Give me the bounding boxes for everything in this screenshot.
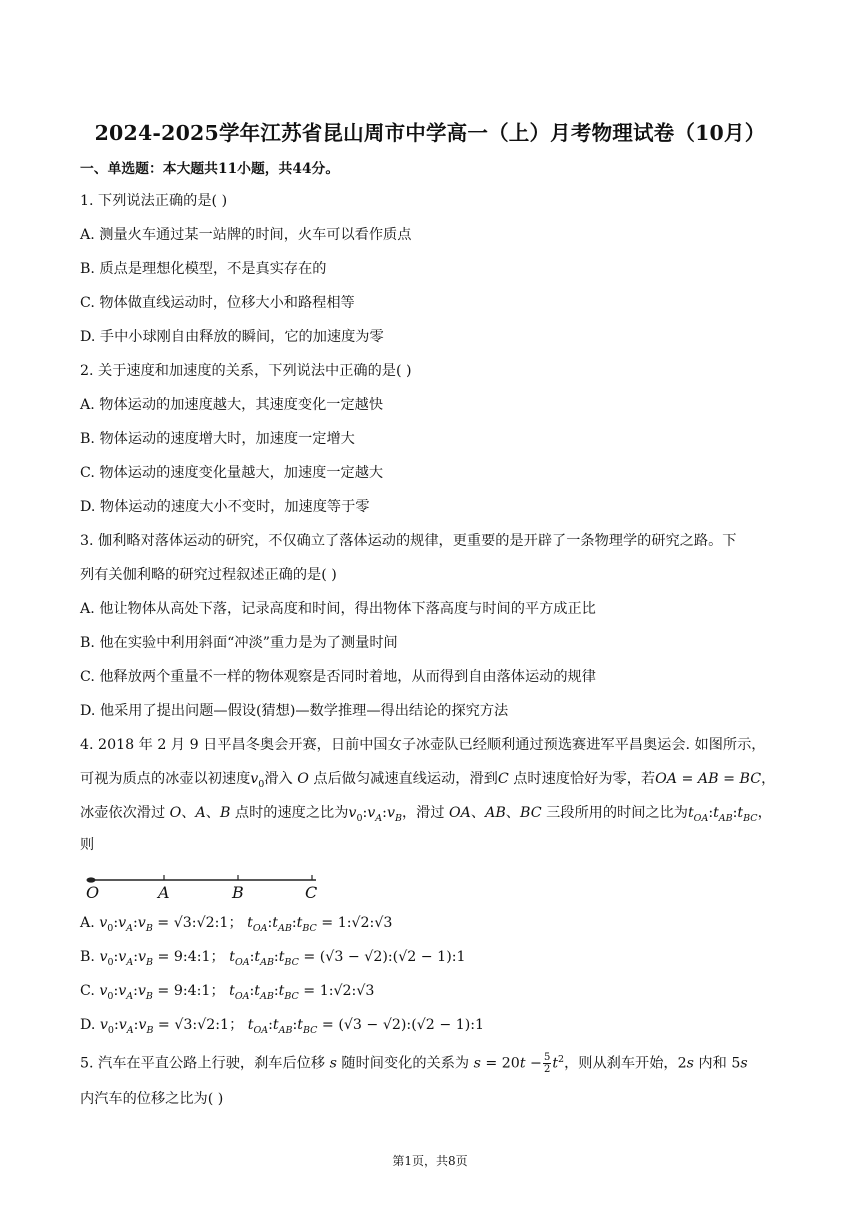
curling-stone-icon — [87, 877, 96, 882]
question-2-option-a: A. 物体运动的加速度越大，其速度变化一定越快 — [80, 397, 384, 413]
question-3-option-c: C. 他释放两个重量不一样的物体观察是否同时着地，从而得到自由落体运动的规律 — [80, 669, 596, 685]
track-diagram — [84, 870, 334, 904]
question-4-option-a: A. $v_0:v_A:v_B$ = √3:√2:1； $t_{OA}:t_{AB}:t_{BC}$ = 1:√2:√3 — [80, 915, 393, 934]
question-4-line-1: 4. 2018 年 2 月 9 日平昌冬奥会开赛，日前中国女子冰壶队已经顺利通过预选赛进军平昌奥运会. 如图所示， — [80, 737, 766, 753]
question-4-option-b: B. $v_0:v_A:v_B$ = 9:4:1； $t_{OA}:t_{AB}:t_{BC} = (√3$ − √2):(√2 − 1):1 — [80, 949, 466, 968]
question-4-line-3: 冰壶依次滑过 O、A、B 点时的速度之比为$v_0:v_A:v_B$，滑过 OA、AB、BC 三段所用的时间之比为$t_{OA}:t_{AB}:t_{BC}$， — [80, 805, 772, 824]
point-label-b: B — [232, 883, 244, 902]
question-1-stem: 1. 下列说法正确的是( ) — [80, 193, 228, 209]
question-3-option-b: B. 他在实验中利用斜面“冲淡”重力是为了测量时间 — [80, 635, 398, 651]
question-1-option-c: C. 物体做直线运动时，位移大小和路程相等 — [80, 295, 355, 311]
question-4-line-2: 可视为质点的冰壶以初速度$v_0$滑入 O 点后做匀减速直线运动，滑到C 点时速度恰好为零，若OA = AB = BC， — [80, 771, 776, 790]
page-title: 2024-2025学年江苏省昆山周市中学高一（上）月考物理试卷（10月） — [94, 121, 766, 145]
question-2-option-b: B. 物体运动的速度增大时，加速度一定增大 — [80, 431, 355, 447]
point-label-c: C — [305, 883, 318, 902]
question-1-option-a: A. 测量火车通过某一站牌的时间，火车可以看作质点 — [80, 227, 412, 243]
question-2-stem: 2. 关于速度和加速度的关系，下列说法中正确的是( ) — [80, 363, 412, 379]
question-2-option-c: C. 物体运动的速度变化量越大，加速度一定越大 — [80, 465, 384, 481]
question-4-line-4: 则 — [80, 837, 95, 853]
question-3-option-a: A. 他让物体从高处下落，记录高度和时间，得出物体下落高度与时间的平方成正比 — [80, 601, 596, 617]
question-3-stem-line-1: 3. 伽利略对落体运动的研究，不仅确立了落体运动的规律，更重要的是开辟了一条物理学的研究之路。下 — [80, 533, 737, 549]
question-5-line-1: 5. 汽车在平直公路上行驶，刹车后位移 s 随时间变化的关系为 s = 20t − $\frac{5}{2}$ $t^2$，则从刹车开始，2s 内和 5s — [80, 1052, 748, 1075]
question-5-line-2: 内汽车的位移之比为( ) — [80, 1091, 224, 1107]
page-footer: 第1页，共8页 — [392, 1154, 468, 1168]
question-3-stem-line-2: 列有关伽利略的研究过程叙述正确的是( ) — [80, 567, 337, 583]
question-2-option-d: D. 物体运动的速度大小不变时，加速度等于零 — [80, 499, 370, 515]
question-3-option-d: D. 他采用了提出问题—假设(猜想)—数学推理—得出结论的探究方法 — [80, 703, 509, 719]
point-label-a: A — [158, 883, 170, 902]
section-heading: 一、单选题：本大题共11小题，共44分。 — [80, 161, 340, 177]
question-1-option-b: B. 质点是理想化模型，不是真实存在的 — [80, 261, 327, 277]
question-1-option-d: D. 手中小球刚自由释放的瞬间，它的加速度为零 — [80, 329, 384, 345]
question-4-option-d: D. $v_0:v_A:v_B$ = √3:√2:1； $t_{OA}:t_{AB}:t_{BC} = (√3$ − √2):(√2 − 1):1 — [80, 1017, 485, 1036]
question-4-option-c: C. $v_0:v_A:v_B$ = 9:4:1； $t_{OA}:t_{AB}:t_{BC}$ = 1:√2:√3 — [80, 983, 375, 1002]
point-label-o: O — [86, 883, 100, 902]
